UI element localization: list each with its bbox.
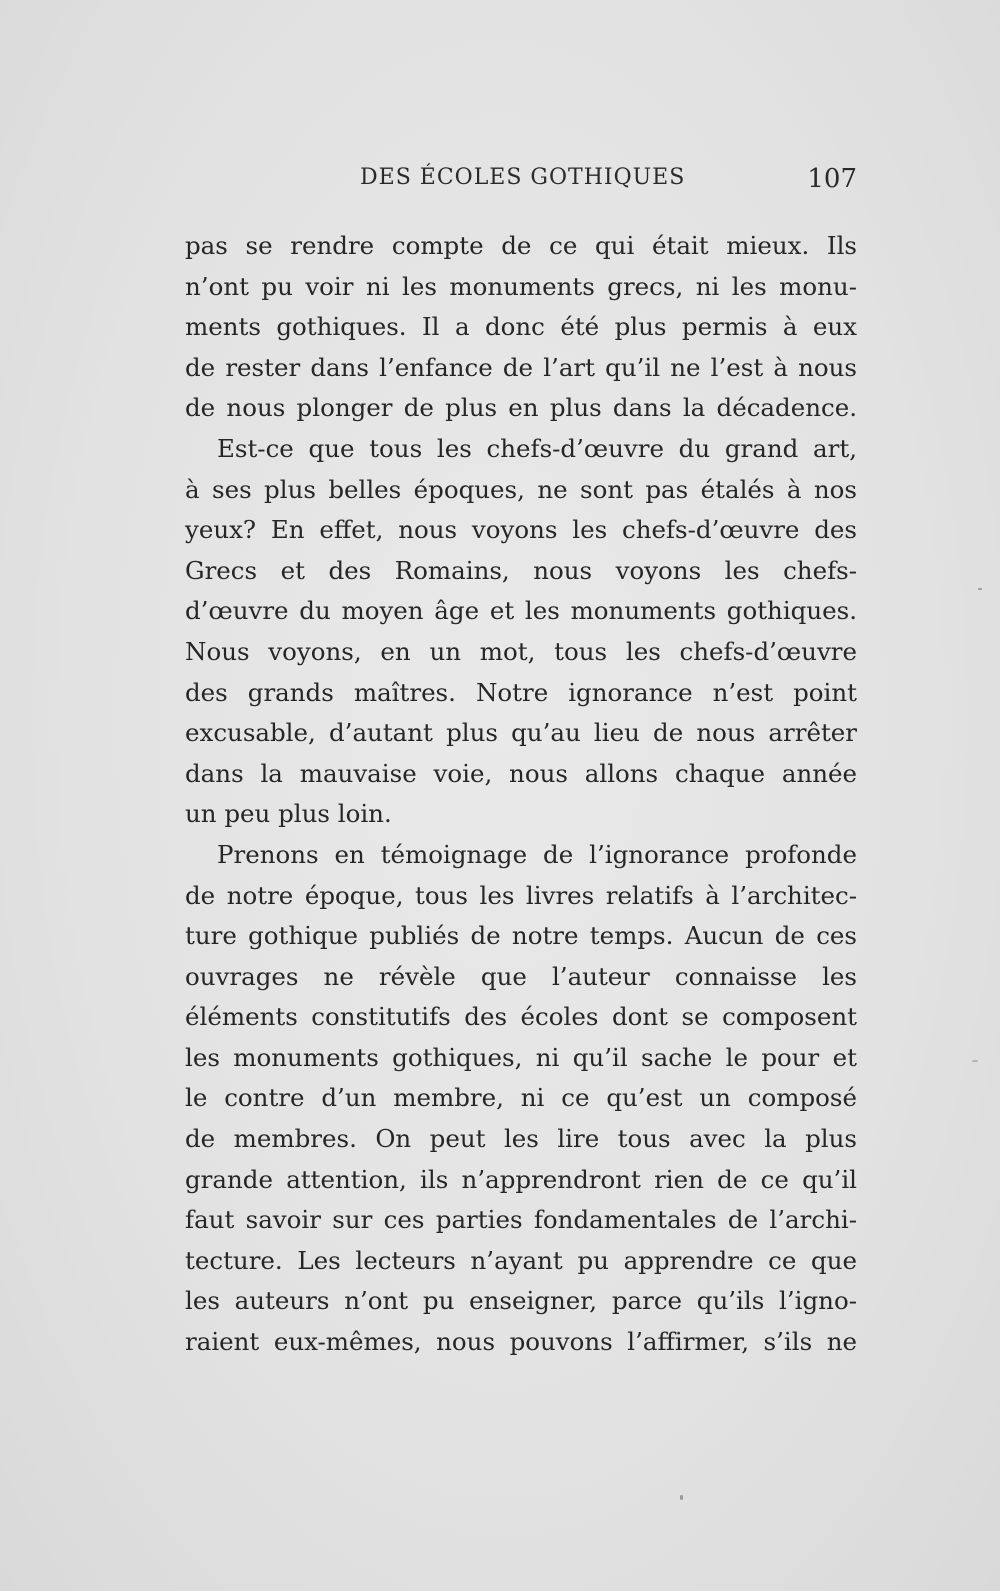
text-line: d’œuvre du moyen âge et les monuments gothiques. — [185, 596, 857, 626]
body-text — [185, 226, 857, 1363]
text-line: à ses plus belles époques, ne sont pas étalés à nos — [185, 474, 857, 504]
text-line: yeux? En effet, nous voyons les chefs-d’œuvre des — [185, 515, 857, 545]
running-head — [185, 165, 857, 205]
text-line: Est-ce que tous les chefs-d’œuvre du grand art, — [217, 433, 857, 463]
page-number: 107 — [807, 164, 857, 194]
text-line: tecture. Les lecteurs n’ayant pu apprendre ce que — [185, 1245, 857, 1275]
text-line: dans la mauvaise voie, nous allons chaque année — [185, 758, 857, 788]
text-line: le contre d’un membre, ni ce qu’est un composé — [185, 1083, 857, 1113]
text-line: grande attention, ils n’apprendront rien de ce qu’il — [185, 1164, 857, 1194]
text-line: de nous plonger de plus en plus dans la décadence. — [185, 393, 857, 423]
running-title: DES ÉCOLES GOTHIQUES — [360, 165, 686, 190]
text-line: un peu plus loin. — [185, 799, 392, 829]
text-line: éléments constitutifs des écoles dont se composent — [185, 1002, 857, 1032]
text-line: des grands maîtres. Notre ignorance n’est point — [185, 677, 857, 707]
paper-speck — [978, 588, 982, 590]
text-line: ments gothiques. Il a donc été plus permis à eux — [185, 312, 857, 342]
text-line: ture gothique publiés de notre temps. Aucun de ces — [185, 921, 857, 951]
text-line: excusable, d’autant plus qu’au lieu de nous arrêter — [185, 718, 857, 748]
text-line: Grecs et des Romains, nous voyons les chefs- — [185, 555, 857, 585]
text-line: pas se rendre compte de ce qui était mieux. Ils — [185, 231, 857, 260]
text-line: ouvrages ne révèle que l’auteur connaisse les — [185, 961, 857, 991]
text-line: de membres. On peut les lire tous avec la plus — [185, 1124, 857, 1154]
text-line: de rester dans l’enfance de l’art qu’il ne l’est à nous — [185, 352, 857, 382]
text-line: raient eux-mêmes, nous pouvons l’affirmer, s’ils ne — [185, 1327, 857, 1357]
text-line: les auteurs n’ont pu enseigner, parce qu’ils l’igno- — [185, 1286, 857, 1316]
text-line: Nous voyons, en un mot, tous les chefs-d’œuvre — [185, 636, 857, 666]
paper-speck — [972, 1060, 978, 1062]
text-line: les monuments gothiques, ni qu’il sache le pour et — [185, 1042, 857, 1072]
text-line: n’ont pu voir ni les monuments grecs, ni les monu- — [185, 271, 857, 301]
text-line: faut savoir sur ces parties fondamentales de l’archi- — [185, 1205, 857, 1235]
text-line: Prenons en témoignage de l’ignorance profonde — [217, 839, 857, 869]
paper-speck — [680, 1495, 683, 1500]
text-line: de notre époque, tous les livres relatifs à l’architec- — [185, 880, 857, 910]
